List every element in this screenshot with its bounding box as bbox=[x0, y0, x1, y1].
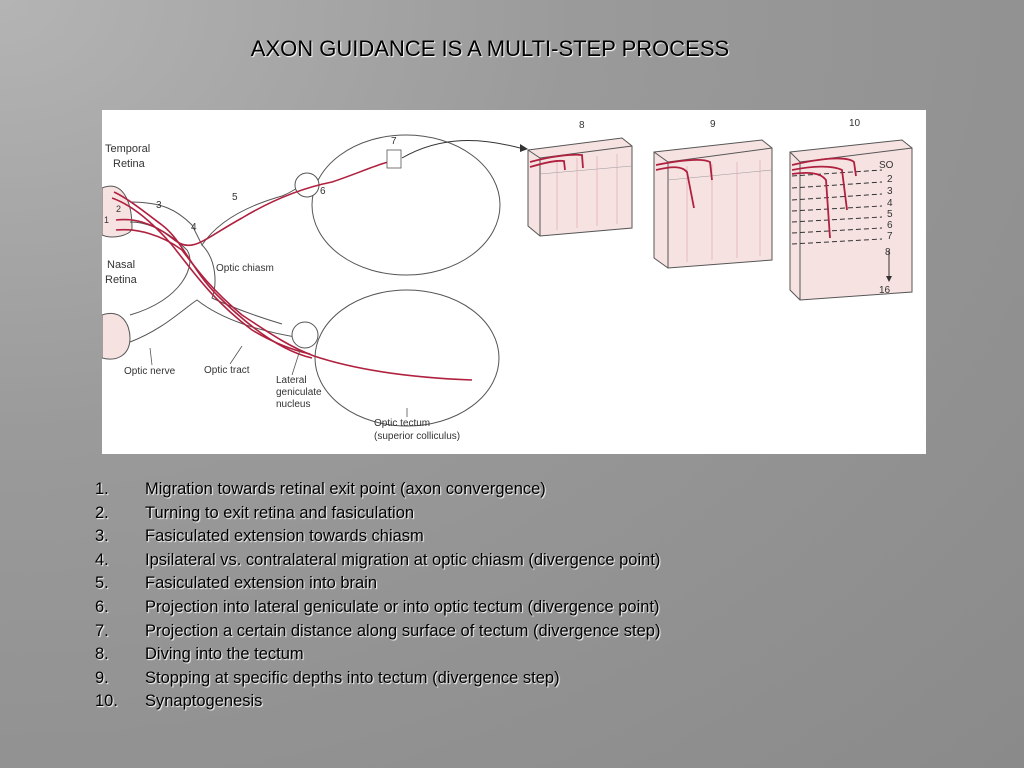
tectum-label-2: (superior colliculus) bbox=[374, 431, 461, 442]
optic-tract-lower bbox=[130, 300, 302, 342]
optic-nerve-label: Optic nerve bbox=[124, 366, 176, 377]
tectum-label-1: Optic tectum bbox=[374, 418, 431, 429]
step-marker-9: 9 bbox=[710, 119, 716, 130]
lgn-label-3: nucleus bbox=[276, 399, 311, 410]
tectum-panel-8 bbox=[528, 138, 632, 236]
step-list bbox=[95, 478, 660, 714]
tectum-panel-10 bbox=[790, 140, 912, 300]
pathway-diagram bbox=[102, 110, 926, 454]
list-item: 7. Projection a certain distance along surface of tectum (divergence step) bbox=[95, 621, 661, 640]
list-item: 9. Stopping at specific depths into tectum (divergence step) bbox=[95, 668, 560, 687]
list-item: 10. Synaptogenesis bbox=[95, 692, 263, 711]
lgn-label-1: Lateral bbox=[276, 375, 307, 386]
layer-label-7: 7 bbox=[887, 231, 893, 242]
list-item: 2. Turning to exit retina and fasiculation bbox=[95, 503, 415, 522]
optic-nerve-leader bbox=[150, 348, 152, 365]
layer-label-5: 5 bbox=[887, 209, 893, 220]
temporal-retina-label-1: Temporal bbox=[105, 143, 151, 155]
layer-label-3: 3 bbox=[887, 186, 893, 197]
optic-tract-label: Optic tract bbox=[204, 365, 250, 376]
step-marker-4: 4 bbox=[191, 222, 197, 233]
surface-tectum-box bbox=[387, 150, 401, 168]
list-item: 3. Fasiculated extension towards chiasm bbox=[95, 527, 424, 546]
optic-tract-leader bbox=[230, 346, 242, 364]
optic-nerve-lower bbox=[130, 222, 190, 315]
list-item: 1. Migration towards retinal exit point (axon convergence) bbox=[95, 480, 546, 498]
step-marker-1: 1 bbox=[104, 215, 110, 225]
layer-label-4: 4 bbox=[887, 198, 893, 209]
step-marker-6: 6 bbox=[320, 186, 326, 197]
list-item: 6. Projection into lateral geniculate or into optic tectum (divergence point) bbox=[95, 597, 660, 616]
upper-lgn bbox=[295, 173, 319, 197]
temporal-retina-label-2: Retina bbox=[113, 158, 145, 170]
list-item: 4. Ipsilateral vs. contralateral migration at optic chiasm (divergence point) bbox=[95, 550, 661, 569]
layer-label-so: SO bbox=[879, 160, 894, 171]
layer-label-8: 8 bbox=[885, 247, 891, 258]
tectum-panel-9 bbox=[654, 140, 772, 268]
lower-lgn bbox=[292, 322, 318, 348]
optic-chiasm-label: Optic chiasm bbox=[216, 263, 274, 274]
optic-chiasm-inner bbox=[202, 245, 282, 324]
lower-eye bbox=[102, 313, 130, 359]
nasal-retina-label-1: Nasal bbox=[107, 259, 136, 271]
layer-label-2: 2 bbox=[887, 174, 893, 185]
arrow-head bbox=[520, 144, 528, 152]
optic-tectum bbox=[315, 290, 499, 426]
step-marker-10: 10 bbox=[849, 118, 861, 129]
layer-label-6: 6 bbox=[887, 220, 893, 231]
axon-guidance-figure bbox=[102, 110, 926, 454]
step-marker-3: 3 bbox=[156, 200, 162, 211]
step-marker-5: 5 bbox=[232, 192, 238, 203]
lgn-leader bbox=[292, 350, 300, 375]
step-marker-8: 8 bbox=[579, 120, 585, 131]
step-marker-7: 7 bbox=[391, 136, 397, 147]
slide-title: AXON GUIDANCE IS A MULTI-STEP PROCESS bbox=[250, 36, 730, 61]
nasal-retina-label-2: Retina bbox=[105, 274, 137, 286]
layer-label-16: 16 bbox=[879, 285, 891, 296]
lgn-label-2: geniculate bbox=[276, 387, 322, 398]
step-marker-2: 2 bbox=[116, 204, 122, 214]
list-item: 8. Diving into the tectum bbox=[95, 645, 304, 664]
list-item: 5. Fasiculated extension into brain bbox=[95, 574, 378, 593]
